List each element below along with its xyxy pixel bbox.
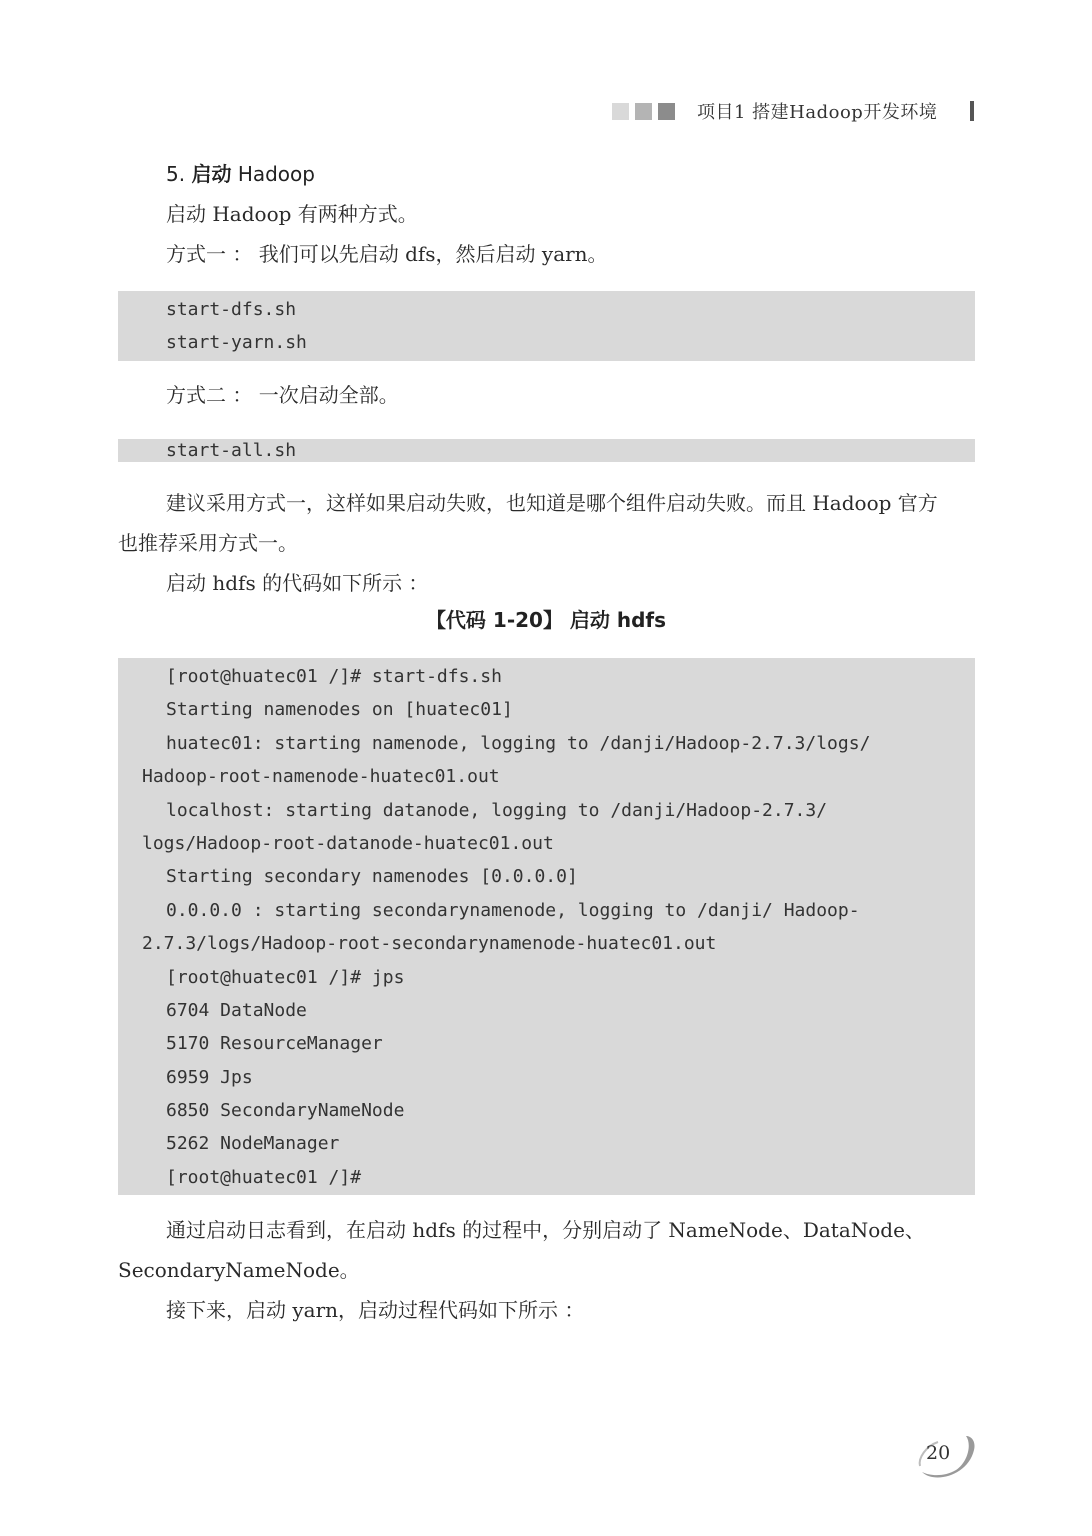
code-line: 6704 DataNode — [166, 999, 307, 1021]
code-line: logs/Hadoop-root-datanode-huatec01.out — [142, 832, 554, 854]
page-number: 20 — [926, 1442, 951, 1464]
page-number-badge — [916, 1432, 980, 1482]
code-line: 6959 Jps — [166, 1066, 253, 1088]
code-block-1 — [118, 291, 975, 361]
section-heading — [166, 156, 315, 192]
code-line: 0.0.0.0 : starting secondarynamenode, logging to /danji/ Hadoop- — [166, 899, 860, 921]
header-square-icon — [635, 103, 652, 120]
header-square-icon — [612, 103, 629, 120]
code-line: start-yarn.sh — [166, 332, 307, 354]
paragraph-recommend: 建议采用方式一，这样如果启动失败，也知道是哪个组件启动失败。而且 Hadoop 官方也推荐采用方式一。 — [118, 491, 938, 555]
code-line: localhost: starting datanode, logging to /danji/Hadoop-2.7.3/ — [166, 799, 828, 821]
paragraph-hdfs-intro: 启动 hdfs 的代码如下所示 ： — [166, 571, 429, 595]
code-line: 5170 ResourceManager — [166, 1033, 383, 1055]
code-line: start-all.sh — [166, 440, 297, 461]
header-square-icon — [658, 103, 675, 120]
section-title-en: Hadoop — [237, 162, 315, 186]
code-line: Hadoop-root-namenode-huatec01.out — [142, 766, 500, 788]
code-caption: 【代码 1-20】 启动 hdfs — [425, 608, 667, 632]
code-line: huatec01: starting namenode, logging to /danji/Hadoop-2.7.3/logs/ — [166, 732, 871, 754]
code-line: 6850 SecondaryNameNode — [166, 1100, 405, 1122]
paragraph-log-note: 通过启动日志看到，在启动 hdfs 的过程中，分别启动了 NameNode、DataNode、SecondaryNameNode。 — [118, 1218, 925, 1282]
code-line: Starting secondary namenodes [0.0.0.0] — [166, 866, 578, 888]
code-line: Starting namenodes on [huatec01] — [166, 699, 513, 721]
paragraph-yarn-intro: 接下来，启动 yarn，启动过程代码如下所示 ： — [166, 1298, 585, 1322]
code-line: 2.7.3/logs/Hadoop-root-secondarynamenode-huatec01.out — [142, 933, 717, 955]
code-block-2 — [118, 439, 975, 462]
header-title: 项目1 搭建Hadoop开发环境 — [697, 102, 938, 123]
section-number: 5. — [166, 162, 186, 186]
code-line: [root@huatec01 /]# start-dfs.sh — [166, 666, 502, 687]
running-header — [612, 96, 982, 126]
code-line: [root@huatec01 /]# jps — [166, 966, 405, 988]
paragraph-intro: 启动 Hadoop 有两种方式。 — [166, 202, 418, 226]
paragraph-method1: 方式一 ： 我们可以先启动 dfs，然后启动 yarn。 — [166, 242, 608, 266]
code-line: start-dfs.sh — [166, 299, 297, 320]
code-block-3 — [118, 658, 975, 1195]
code-line: 5262 NodeManager — [166, 1133, 340, 1155]
paragraph-method2: 方式二 ： 一次启动全部。 — [166, 383, 399, 407]
code-line: [root@huatec01 /]# — [166, 1166, 362, 1188]
header-bar-icon — [970, 101, 974, 121]
section-title-cn: 启动 — [191, 162, 232, 186]
